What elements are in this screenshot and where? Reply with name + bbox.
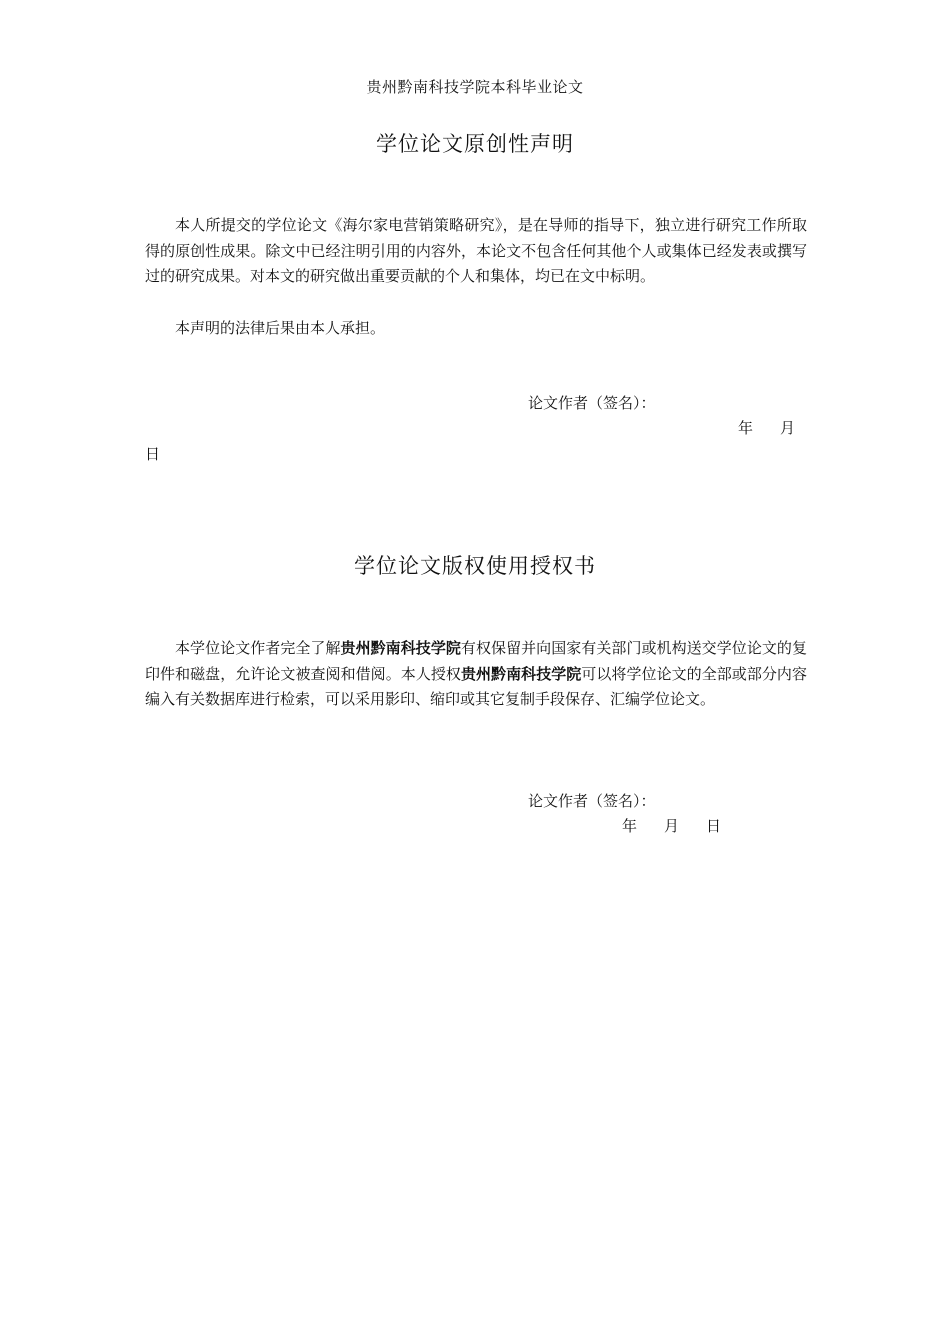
authorization-text-part2: 有权保留并向国家有关部门或机构送交学位论文的复印件和磁盘，允许论文被查阅和借阅。本人授权: [145, 639, 807, 683]
date-year-label: 年: [622, 817, 638, 835]
date-year-label: 年: [738, 419, 754, 437]
authorization-text-part1: 本学位论文作者完全了解: [175, 639, 341, 657]
author-signature-label: 论文作者（签名）：: [528, 394, 656, 412]
authorization-text-part3: 可以将学位论文的全部或部分内容编入有关数据库进行检索，可以采用影印、缩印或其它复制手段保存、汇编学位论文。: [145, 664, 807, 708]
running-header: 贵州黔南科技学院本科毕业论文: [366, 78, 584, 96]
school-name-bold: 贵州黔南科技学院: [340, 639, 461, 657]
date-day-label: 日: [706, 817, 722, 835]
date-day-label: 日: [145, 445, 161, 463]
originality-statement-title: 学位论文原创性声明: [376, 132, 574, 156]
date-month-label: 月: [780, 419, 796, 437]
author-signature-label: 论文作者（签名）：: [528, 792, 656, 810]
copyright-authorization-title: 学位论文版权使用授权书: [354, 554, 596, 578]
school-name-bold: 贵州黔南科技学院: [460, 664, 582, 683]
copyright-authorization-paragraph: [145, 636, 807, 713]
date-month-label: 月: [664, 817, 680, 835]
originality-statement-paragraph: 本人所提交的学位论文《海尔家电营销策略研究》，是在导师的指导下，独立进行研究工作所取得的原创性成果。除文中已经注明引用的内容外，本论文不包含任何其他个人或集体已经发表或撰写过的研究成果。对本文的研究做出重要贡献的个人和集体，均已在文中标明。: [145, 216, 807, 285]
legal-consequence-paragraph: 本声明的法律后果由本人承担。: [175, 319, 386, 337]
